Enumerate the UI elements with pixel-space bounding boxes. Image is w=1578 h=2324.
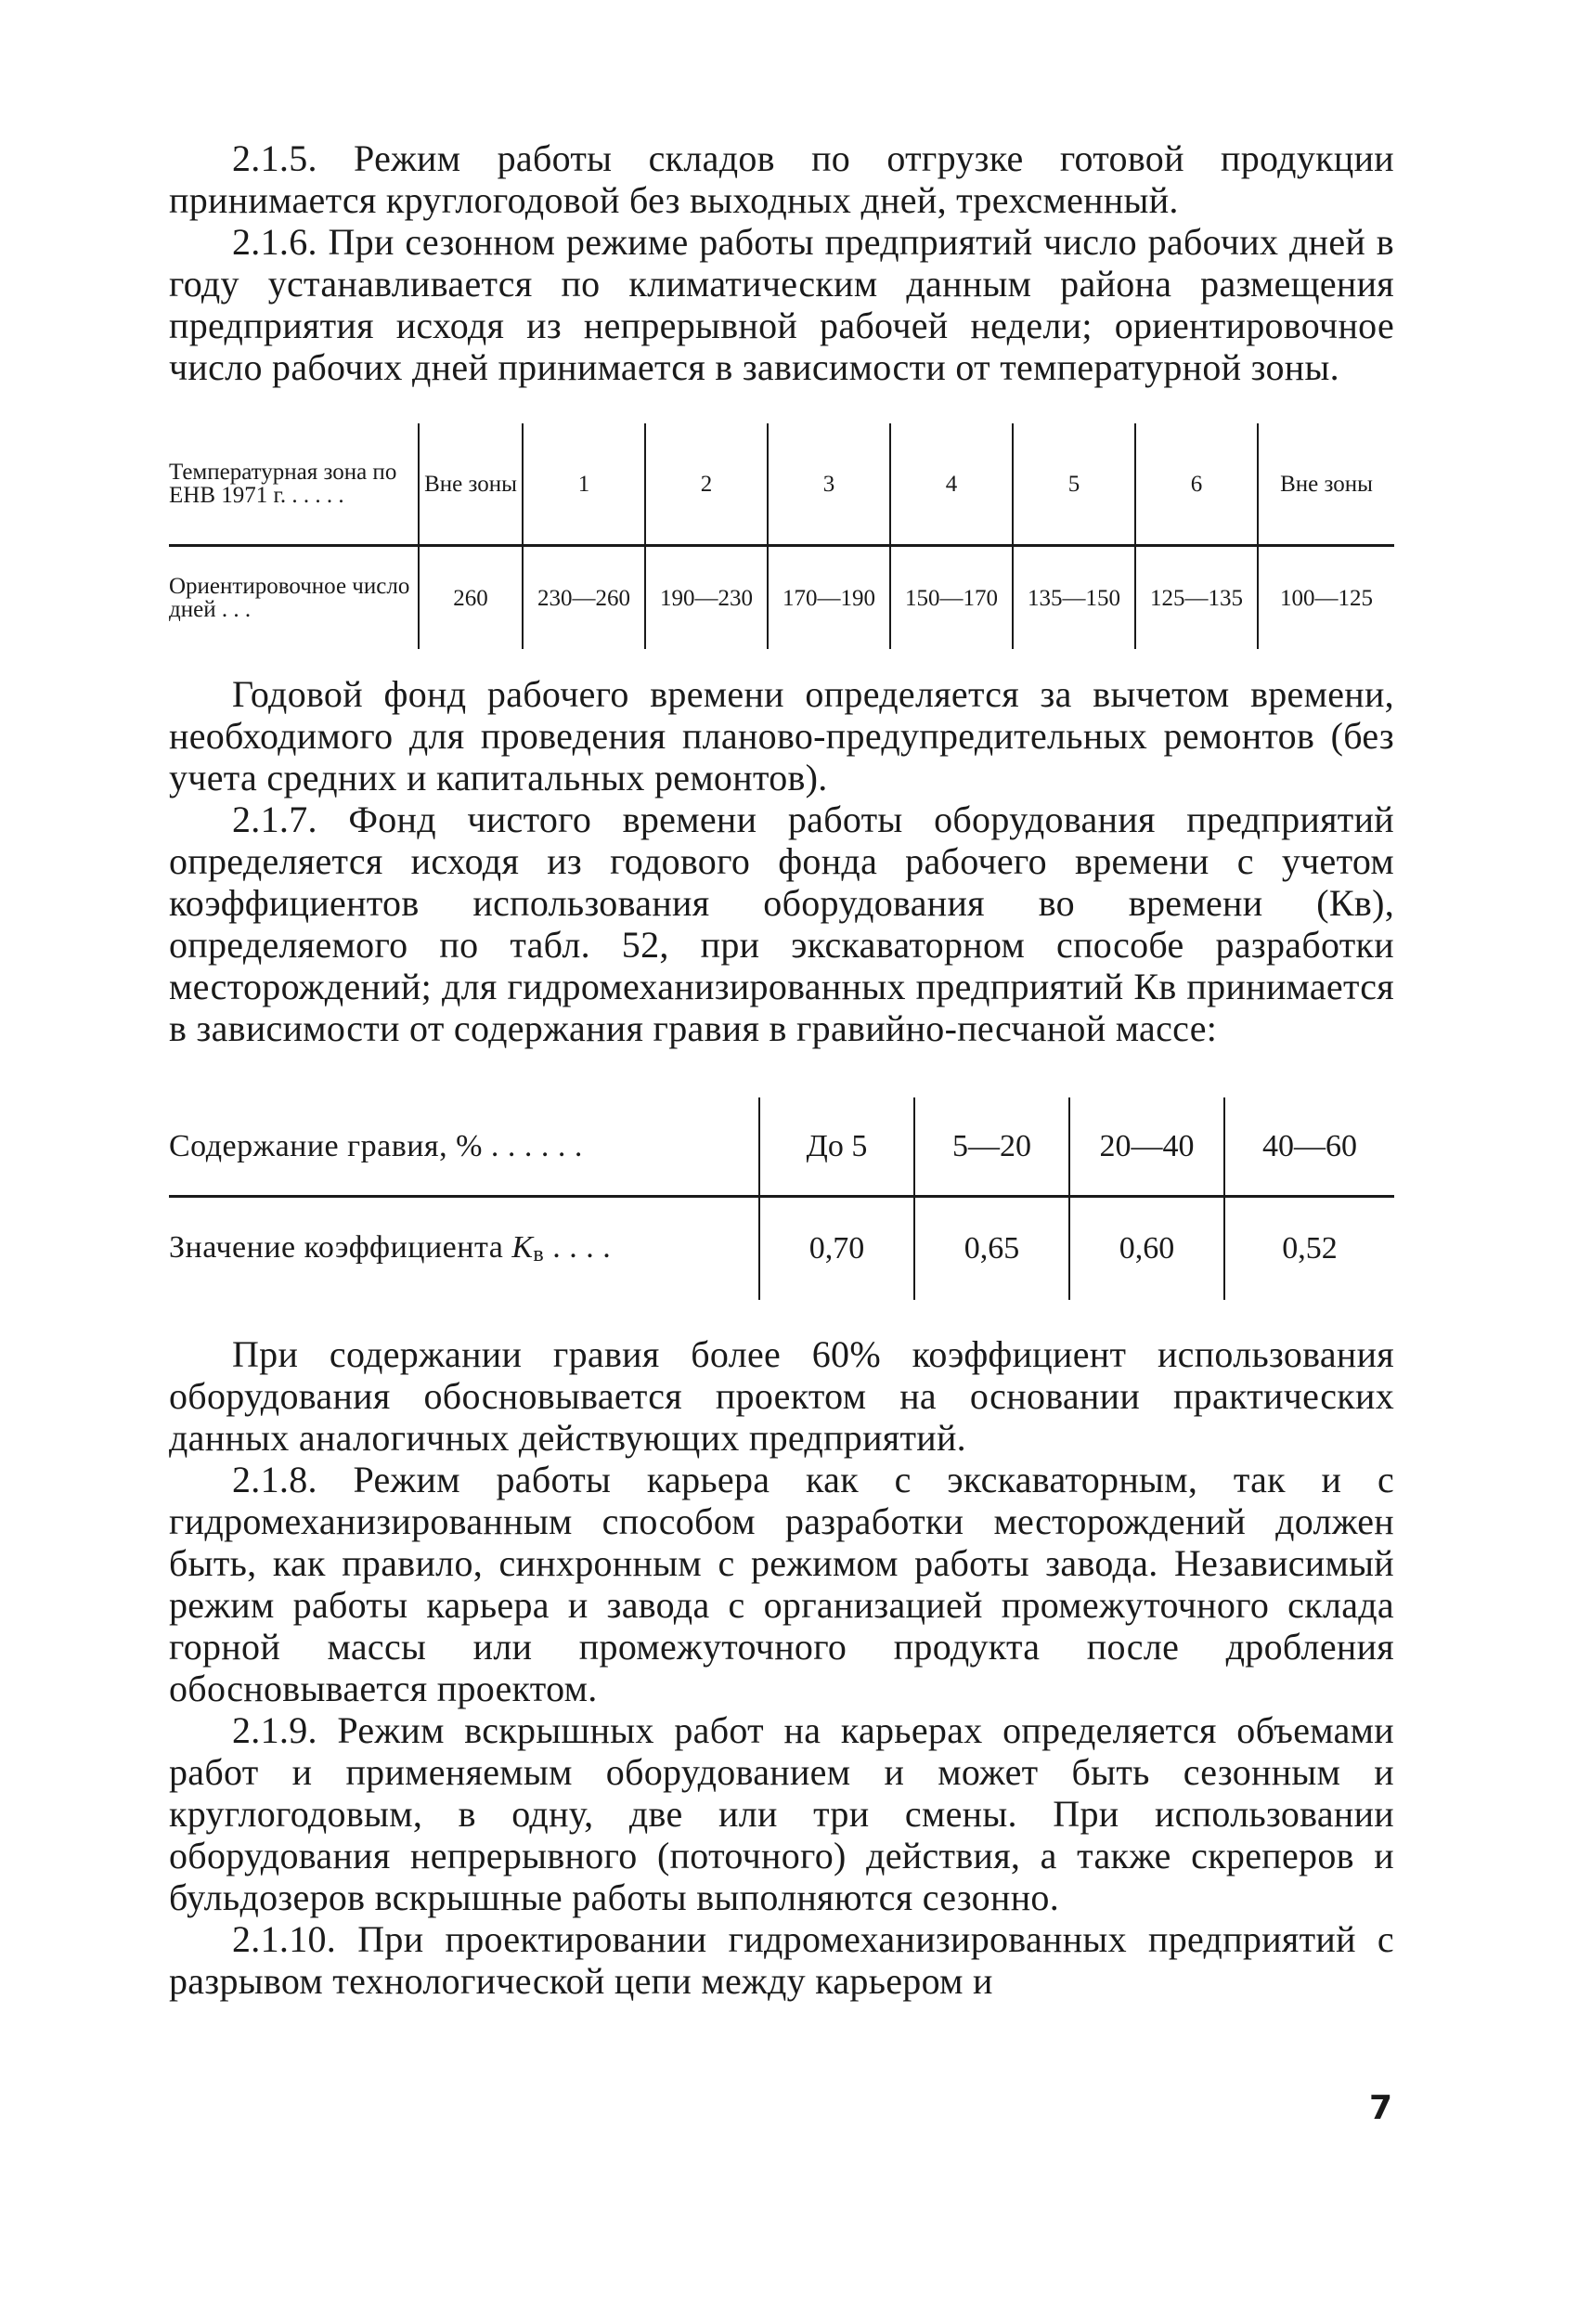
coefficient-cell: 0,60 [1069,1198,1224,1300]
zone-cell: 2 [645,423,768,546]
zone-cell: Вне зоны [1258,423,1394,546]
coefficient-label: Значение коэффициента [169,1230,512,1265]
paragraph-2-1-6: 2.1.6. При сезонном режиме работы предприятий число рабочих дней в году устанавливается по климатическим данным района размещения предприятия исходя из непрерывной рабочей недели; ориентировочное число рабочих дней принимается в зависимости от температурной зоны. [169,221,1394,388]
paragraph-annual-fund: Годовой фонд рабочего времени определяется за вычетом времени, необходимого для проведения планово-предупредительных ремонтов (без учета средних и капитальных ремонтов). [169,673,1394,798]
paragraph-2-1-10: 2.1.10. При проектировании гидромеханизированных предприятий с разрывом технологической цепи между карьером и [169,1918,1394,2002]
table-row [169,423,1394,546]
paragraph-2-1-7: 2.1.7. Фонд чистого времени работы оборудования предприятий определяется исходя из годового фонда рабочего времени с учетом коэффициентов использования оборудования во времени (Кв), определяемого по табл. 52, при экскаваторном способе разработки месторождений; для гидромеханизированных предприятий Кв принимается в зависимости от содержания гравия в гравийно-песчаной массе: [169,798,1394,1049]
days-cell: 230—260 [523,547,645,649]
gravel-coefficient-table [169,1097,1394,1300]
gravel-range-cell: 40—60 [1224,1097,1394,1197]
days-cell: 125—135 [1135,547,1258,649]
document-page [169,137,1394,2002]
days-cell: 260 [419,547,523,649]
days-cell: 170—190 [768,547,890,649]
gravel-range-cell: 20—40 [1069,1097,1224,1197]
page-number: 7 [1368,2089,1392,2127]
table-row [169,1198,1394,1300]
paragraph-2-1-5: 2.1.5. Режим работы складов по отгрузке готовой продукции принимается круглогодовой без выходных дней, трехсменный. [169,137,1394,221]
table-row [169,1097,1394,1197]
days-row-heading: Ориентировочное число дней . . . [169,574,410,622]
table-row [169,547,1394,649]
temperature-zone-table [169,423,1394,649]
gravel-range-cell: До 5 [759,1097,914,1197]
paragraph-2-1-8: 2.1.8. Режим работы карьера как с экскаваторным, так и с гидромеханизированным способом разработки месторождений должен быть, как правило, синхронным с режимом работы завода. Независимый режим работы карьера и завода с организацией промежуточного склада горной массы или промежуточного продукта после дробления обосновывается проектом. [169,1459,1394,1709]
days-cell: 135—150 [1013,547,1135,649]
coefficient-cell: 0,70 [759,1198,914,1300]
coefficient-cell: 0,65 [914,1198,1069,1300]
zone-row-heading: Температурная зона по ЕНВ 1971 г. . . . . . [169,460,397,508]
paragraph-gravel-over-60: При содержании гравия более 60% коэффициент использования оборудования обосновывается проектом на основании практических данных аналогичных действующих предприятий. [169,1333,1394,1459]
coefficient-cell: 0,52 [1224,1198,1394,1300]
days-cell: 100—125 [1258,547,1394,649]
days-cell: 190—230 [645,547,768,649]
gravel-range-cell: 5—20 [914,1097,1069,1197]
coefficient-symbol: К [511,1230,534,1265]
zone-cell: 4 [890,423,1013,546]
zone-cell: 1 [523,423,645,546]
zone-cell: 3 [768,423,890,546]
gravel-row-heading: Содержание гравия, % . . . . . . [169,1128,583,1163]
days-cell: 150—170 [890,547,1013,649]
coefficient-row-heading [169,1198,759,1300]
zone-cell: 6 [1135,423,1258,546]
paragraph-2-1-9: 2.1.9. Режим вскрышных работ на карьерах определяется объемами работ и применяемым оборудованием и может быть сезонным и круглогодовым, в одну, две или три смены. При использовании оборудования непрерывного (поточного) действия, а также скреперов и бульдозеров вскрышные работы выполняются сезонно. [169,1709,1394,1918]
coefficient-leader-dots: . . . . [544,1230,612,1265]
zone-cell: 5 [1013,423,1135,546]
coefficient-subscript: в [533,1242,545,1266]
zone-cell: Вне зоны [419,423,523,546]
